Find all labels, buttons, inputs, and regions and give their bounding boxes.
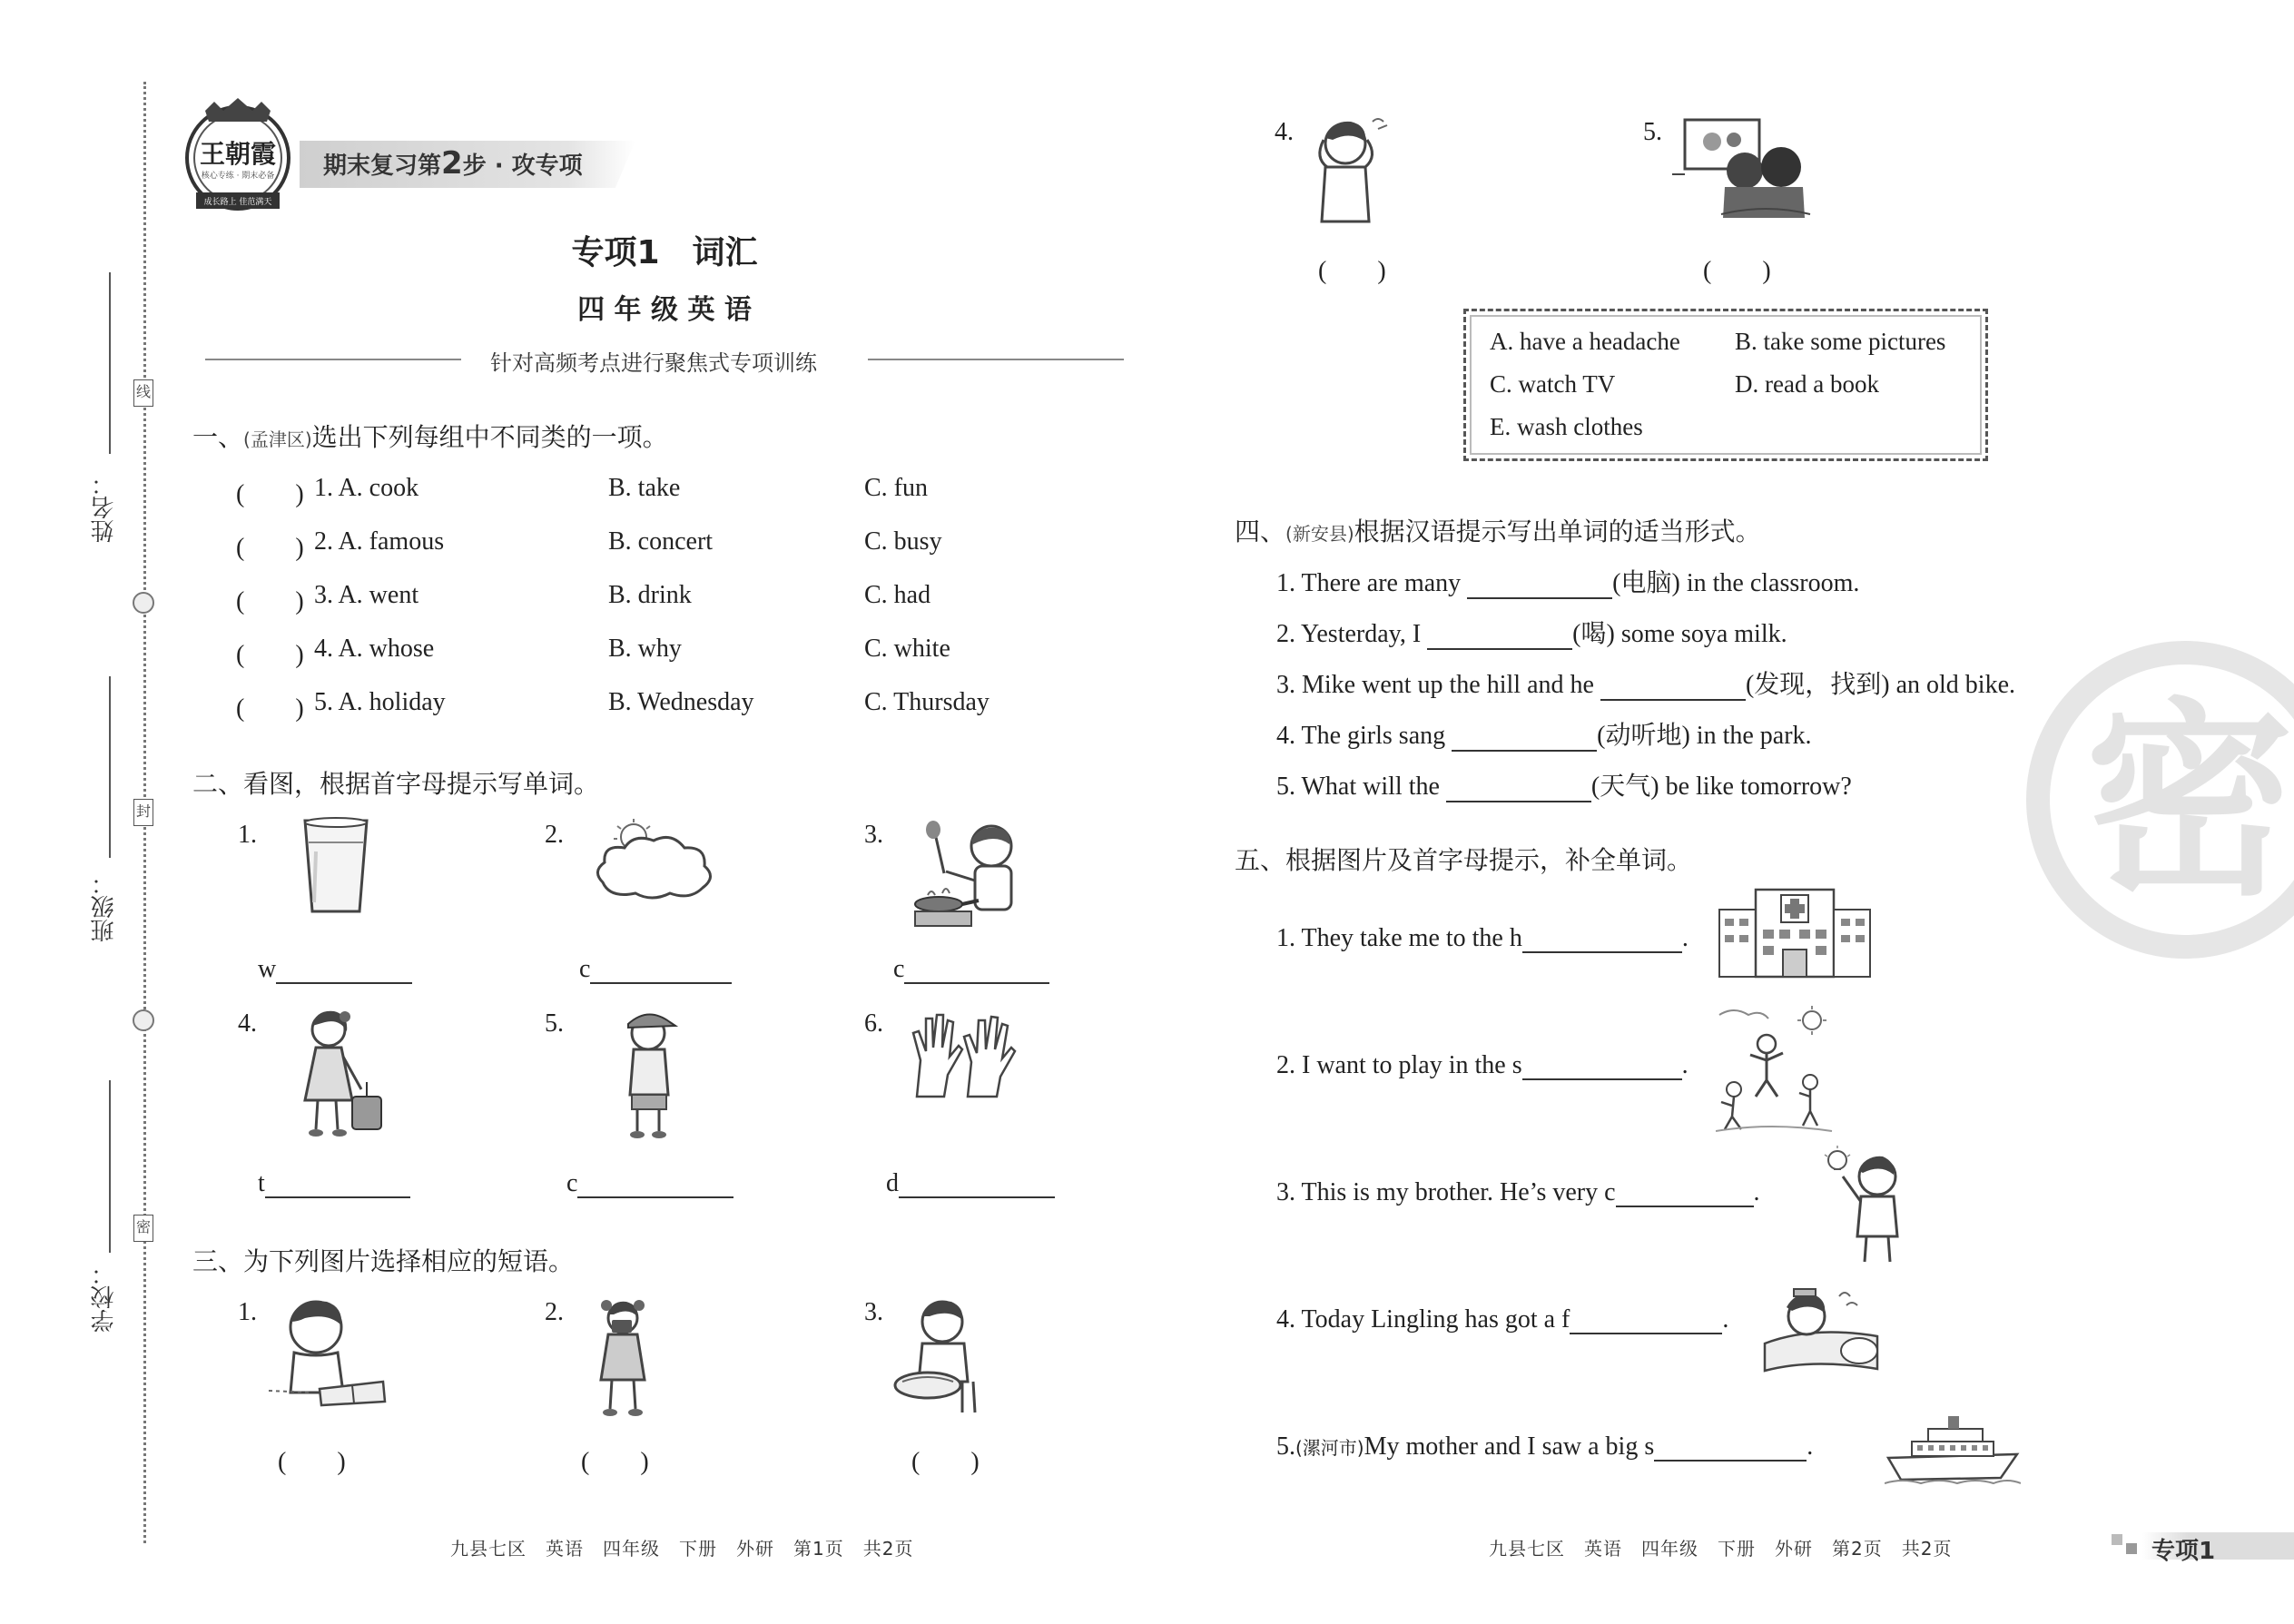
- seal-char-seal: 封: [133, 799, 153, 826]
- clever-boy-icon: [1821, 1146, 1912, 1269]
- item-number: 6.: [864, 1009, 883, 1038]
- section3-heading: 三、为下列图片选择相应的短语。: [192, 1246, 575, 1276]
- ten-fingers-icon: [908, 1006, 1017, 1102]
- option-c: C. busy: [864, 527, 942, 556]
- option-b: B. Wednesday: [608, 688, 754, 716]
- logo-subtext: 核心专练 · 期末必备: [201, 172, 275, 181]
- item-number: 3.: [864, 1298, 883, 1326]
- section4-row: 1. There are many (电脑) in the classroom.: [1276, 569, 1860, 597]
- answer-paren[interactable]: ( ): [1703, 257, 1771, 285]
- option-b: B. drink: [608, 581, 692, 609]
- brand-logo: [178, 94, 298, 214]
- option-item: E. wash clothes: [1490, 413, 1643, 440]
- answer-paren[interactable]: ( ): [236, 534, 304, 562]
- answer-blank[interactable]: [1600, 674, 1746, 701]
- seal-char-line: 线: [133, 379, 153, 407]
- letter-hint: c: [566, 1169, 733, 1198]
- section5-row: 3. This is my brother. He’s very c .: [1276, 1178, 1760, 1206]
- boy-cooking-icon: [908, 817, 1026, 928]
- kids-playing-sun-icon: [1716, 1006, 1834, 1135]
- answer-blank[interactable]: [899, 1171, 1055, 1198]
- girl-taking-photo-icon: [585, 1296, 661, 1420]
- school-line: [109, 1080, 111, 1253]
- answer-paren[interactable]: ( ): [278, 1448, 346, 1476]
- letter-hint: t: [258, 1169, 410, 1198]
- page-subtitle: 四 年 级 英 语: [577, 294, 752, 326]
- item-number: 5.: [545, 1009, 564, 1038]
- item-number: 1.: [238, 1298, 257, 1326]
- girl-with-cap-icon: [608, 1004, 690, 1142]
- answer-blank[interactable]: [590, 957, 732, 984]
- item-number: 4.: [1275, 118, 1294, 146]
- section4-row: 2. Yesterday, I (喝) some soya milk.: [1276, 620, 1787, 648]
- item-number: 5.: [1643, 118, 1662, 146]
- answer-blank[interactable]: [276, 957, 412, 984]
- answer-blank[interactable]: [1452, 724, 1597, 752]
- answer-paren[interactable]: ( ): [581, 1448, 649, 1476]
- footer-tag: 专项1: [2151, 1538, 2216, 1565]
- section4-row: 4. The girls sang (动听地) in the park.: [1276, 722, 1812, 750]
- option-item: A. have a headache: [1490, 328, 1680, 355]
- child-reading-icon: [265, 1294, 394, 1414]
- letter-hint: d: [886, 1169, 1055, 1198]
- option-a: 4. A. whose: [314, 635, 435, 663]
- option-c: C. white: [864, 635, 950, 663]
- class-line: [109, 676, 111, 858]
- option-b: B. take: [608, 474, 681, 502]
- answer-paren[interactable]: ( ): [1318, 257, 1386, 285]
- logo-slogan: 成长路上 佳范满天: [203, 198, 272, 207]
- binding-hole: [133, 1009, 154, 1031]
- hospital-icon: [1716, 886, 1874, 980]
- item-number: 4.: [238, 1009, 257, 1038]
- girl-with-suitcase-icon: [289, 1006, 390, 1140]
- fever-girl-icon: [1757, 1280, 1885, 1382]
- watermark-char: 密: [2084, 682, 2294, 924]
- option-a: 2. A. famous: [314, 527, 445, 556]
- section1-heading: 一、(孟津区)选出下列每组中不同类的一项。: [192, 422, 668, 452]
- section2-heading: 二、看图，根据首字母提示写单词。: [192, 769, 600, 799]
- section5-row: 2. I want to play in the s .: [1276, 1051, 1689, 1079]
- name-label: 姓名：: [91, 472, 118, 543]
- item-number: 1.: [238, 821, 257, 849]
- footer-page2: 九县七区 英语 四年级 下册 外研 第2页 共2页: [1489, 1538, 1953, 1560]
- answer-paren[interactable]: ( ): [236, 480, 304, 508]
- section5-heading: 五、根据图片及首字母提示，补全单词。: [1235, 845, 1693, 875]
- footer-square-icon: [2126, 1543, 2137, 1554]
- item-number: 2.: [545, 821, 564, 849]
- section4-heading: 四、(新安县)根据汉语提示写出单词的适当形式。: [1235, 517, 1761, 546]
- school-label: 学校：: [91, 1262, 118, 1333]
- answer-blank[interactable]: [1616, 1180, 1754, 1207]
- option-a: 5. A. holiday: [314, 688, 446, 716]
- section5-row: 4. Today Lingling has got a f .: [1276, 1305, 1729, 1334]
- answer-blank[interactable]: [1522, 926, 1682, 953]
- answer-paren[interactable]: ( ): [236, 694, 304, 723]
- answer-blank[interactable]: [904, 957, 1049, 984]
- tagline-rule-left: [205, 359, 461, 360]
- answer-blank[interactable]: [1570, 1307, 1722, 1334]
- section4-row: 3. Mike went up the hill and he (发现，找到) an old bike.: [1276, 671, 2016, 699]
- answer-blank[interactable]: [1467, 572, 1612, 599]
- answer-blank[interactable]: [577, 1171, 733, 1198]
- boy-washing-icon: [886, 1294, 1000, 1418]
- class-label: 班级：: [91, 871, 118, 942]
- tagline-rule-right: [868, 359, 1124, 360]
- logo-text: 王朝霞: [199, 139, 276, 169]
- option-c: C. fun: [864, 474, 928, 502]
- ship-icon: [1885, 1412, 2021, 1485]
- watching-tv-icon: [1667, 114, 1812, 220]
- footer-page1: 九县七区 英语 四年级 下册 外研 第1页 共2页: [450, 1538, 914, 1560]
- footer-square-icon: [2112, 1534, 2122, 1545]
- option-c: C. Thursday: [864, 688, 989, 716]
- option-item: B. take some pictures: [1735, 328, 1946, 355]
- section5-row: 1. They take me to the h .: [1276, 924, 1689, 952]
- headache-icon: [1296, 113, 1396, 234]
- letter-hint: c: [893, 955, 1049, 984]
- glass-of-water-icon: [300, 815, 372, 917]
- answer-blank[interactable]: [1446, 775, 1591, 802]
- option-c: C. had: [864, 581, 931, 609]
- item-number: 2.: [545, 1298, 564, 1326]
- banner-text: 期末复习第2步 · 攻专项: [323, 145, 583, 182]
- option-a: 1. A. cook: [314, 474, 419, 502]
- section4-row: 5. What will the (天气) be like tomorrow?: [1276, 773, 1852, 801]
- cloud-icon: [590, 817, 717, 904]
- option-item: C. watch TV: [1490, 370, 1616, 398]
- item-number: 3.: [864, 821, 883, 849]
- answer-paren[interactable]: ( ): [236, 641, 304, 669]
- answer-blank[interactable]: [1522, 1053, 1682, 1080]
- answer-blank[interactable]: [265, 1171, 410, 1198]
- seal-char-secret: 密: [133, 1215, 153, 1242]
- option-b: B. why: [608, 635, 682, 663]
- page-title: 专项1 词汇: [571, 234, 758, 271]
- option-item: D. read a book: [1735, 370, 1879, 398]
- binding-hole: [133, 592, 154, 614]
- option-a: 3. A. went: [314, 581, 419, 609]
- section5-row: 5.(漯河市)My mother and I saw a big s .: [1276, 1432, 1814, 1461]
- tagline: 针对高频考点进行聚焦式专项训练: [490, 352, 817, 376]
- answer-paren[interactable]: ( ): [911, 1448, 980, 1476]
- word-bank: [1463, 309, 1988, 461]
- answer-paren[interactable]: ( ): [236, 587, 304, 615]
- letter-hint: c: [579, 955, 732, 984]
- answer-blank[interactable]: [1427, 623, 1572, 650]
- answer-blank[interactable]: [1654, 1434, 1807, 1462]
- option-b: B. concert: [608, 527, 714, 556]
- letter-hint: w: [258, 955, 412, 984]
